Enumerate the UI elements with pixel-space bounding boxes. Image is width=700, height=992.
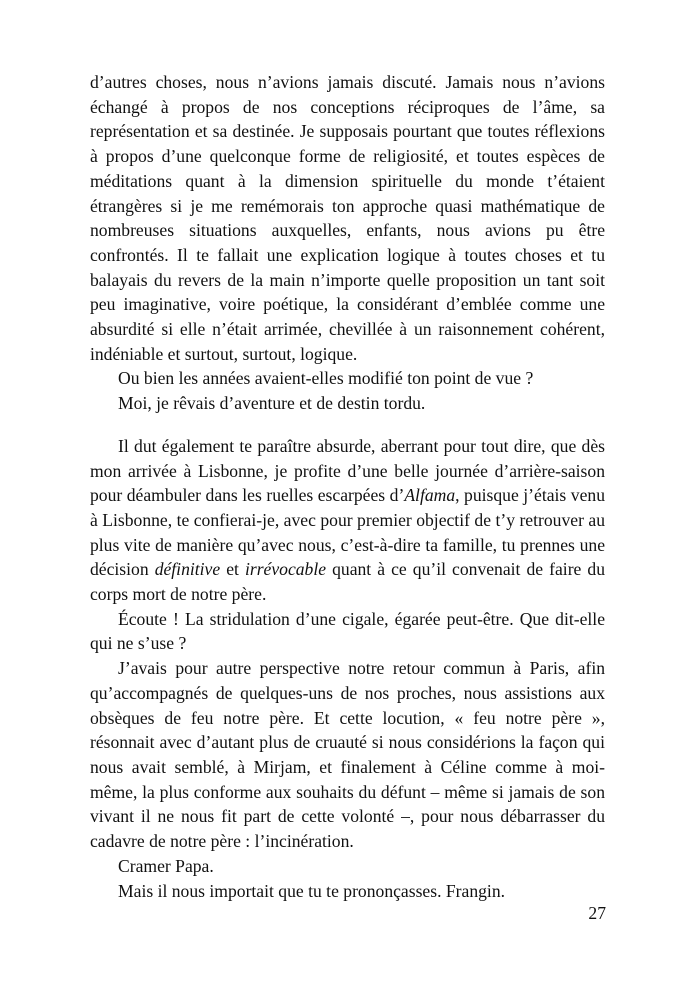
paragraph-2: Ou bien les années avaient-elles modifié ton point de vue ?: [118, 368, 534, 389]
paragraph-3: Moi, je rêvais d’aventure et de destin tordu.: [118, 393, 426, 414]
page-number: 27: [588, 903, 606, 923]
paragraph-4-text-d: quant à ce qu’il convenait de faire du corps mort de notre père.: [90, 559, 606, 605]
definitive-emphasis: définitive: [154, 559, 221, 580]
section-break: [90, 416, 605, 434]
alfama-emphasis: Alfama: [404, 485, 456, 506]
paragraph-8: Mais il nous importait que tu te prononçasses. Frangin.: [118, 880, 506, 901]
paragraph-4-text-c: et: [220, 559, 245, 580]
paragraph-5: Écoute ! La stridulation d’une cigale, égarée peut-être. Que dit-elle qui ne s’use ?: [90, 608, 605, 654]
irrevocable-emphasis: irrévocable: [244, 559, 327, 580]
paragraph-4: [90, 434, 605, 607]
paragraph-4-text-b: , puisque j’étais venu à Lisbonne, te confierai-je, avec pour premier objectif de t’y retrouver au plus vite de manière qu’avec nous, c’est-à-dire ta famille, tu prennes une décision: [90, 485, 605, 580]
paragraph-4-text-a: Il dut également te paraître absurde, aberrant pour tout dire, que dès mon arrivée à Lisbonne, je profite d’une belle journée d’arrière-saison pour déambuler dans les ruelles escarpées d’: [90, 435, 605, 506]
paragraph-6: J’avais pour autre perspective notre retour commun à Paris, afin qu’accompagnés de quelques-uns de nos proches, nous assistions aux obsèques de feu notre père. Et cette locution, « feu notre père », résonnait avec d’autant plus de cruauté si nous considérions la façon qui nous avait semblé, à Mirjam, et finalement à Céline comme à moi-même, la plus conforme aux souhaits du défunt – même si jamais de son vivant il ne nous fit part de cette volonté –, pour nous débarrasser du cadavre de notre père : l’incinération.: [90, 658, 605, 852]
page-body: [90, 70, 605, 903]
paragraph-1: d’autres choses, nous n’avions jamais discuté. Jamais nous n’avions échangé à propos de nos conceptions réciproques de l’âme, sa représentation et sa destinée. Je supposais pourtant que toutes réflexions à propos d’une quelconque forme de religiosité, et toutes espèces de méditations quant à la dimension spirituelle du monde t’étaient étrangères si je me remémorais ton approche quasi mathématique de nombreuses situations auxquelles, enfants, nous avions pu être confrontés. Il te fallait une explication logique à toutes choses et tu balayais du revers de la main n’importe quelle proposition un tant soit peu imaginative, voire poétique, la considérant d’emblée comme une absurdité si elle n’était arrimée, chevillée à un raisonnement cohérent, indéniable et surtout, surtout, logique.: [90, 72, 605, 364]
paragraph-7: Cramer Papa.: [118, 855, 214, 876]
